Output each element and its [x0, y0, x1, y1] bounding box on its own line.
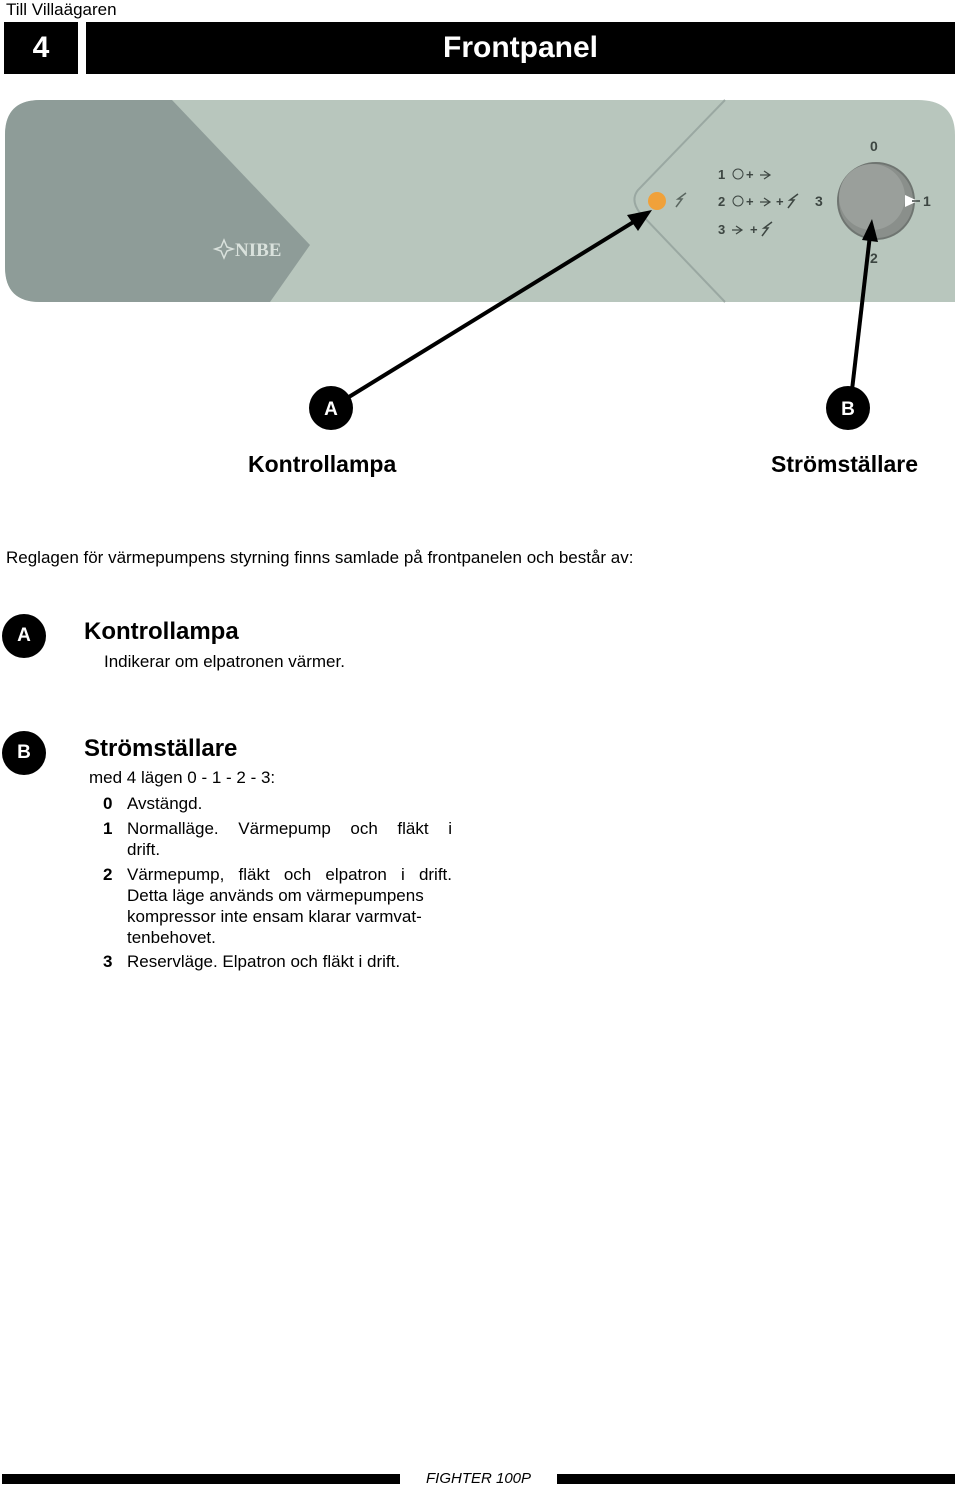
mode-text-line — [127, 864, 452, 885]
word: och — [283, 865, 312, 884]
word: Värmepump — [238, 819, 331, 838]
word: och — [350, 819, 378, 838]
callout-a-letter: A — [324, 399, 338, 420]
mode-text-line: drift. — [127, 840, 161, 859]
word: fläkt — [397, 819, 429, 838]
item-a-heading: Kontrollampa — [84, 618, 239, 645]
mode-text-line: tenbehovet. — [127, 928, 216, 947]
word: i — [448, 819, 452, 838]
svg-text:+: + — [776, 194, 784, 209]
page-title: Frontpanel — [443, 31, 598, 64]
front-panel-illustration — [0, 95, 960, 495]
footer-rule-left — [2, 1474, 400, 1484]
legend-num-2: 2 — [718, 194, 726, 209]
svg-text:+: + — [746, 194, 754, 209]
item-a-badge: A — [2, 614, 46, 658]
word: Värmepump, — [127, 865, 225, 884]
item-a-description: Indikerar om elpatronen värmer. — [104, 652, 345, 671]
mode-number: 2 — [103, 865, 113, 884]
mode-text — [127, 864, 452, 948]
title-bar — [86, 22, 955, 74]
word: fläkt — [238, 865, 270, 884]
footer-rule-right — [557, 1474, 955, 1484]
word: i — [401, 865, 405, 884]
switch-pos-1: 1 — [923, 193, 931, 209]
svg-text:+: + — [750, 222, 758, 237]
legend-num-3: 3 — [718, 222, 726, 237]
mode-text: Reservläge. Elpatron och fläkt i drift. — [127, 952, 401, 971]
mode-text — [127, 818, 452, 860]
svg-text:+: + — [746, 167, 754, 182]
mode-number: 1 — [103, 819, 113, 838]
item-b-description: med 4 lägen 0 - 1 - 2 - 3: — [89, 768, 276, 787]
word: elpatron — [325, 865, 387, 884]
callout-b-label: Strömställare — [771, 451, 919, 477]
callout-b-letter: B — [841, 399, 855, 420]
control-lamp — [648, 192, 666, 210]
mode-text-line: Detta läge används om värmepumpens — [127, 886, 424, 905]
word: Normalläge. — [127, 819, 219, 838]
item-b-badge: B — [2, 731, 46, 775]
switch-pos-2: 2 — [870, 250, 878, 266]
mode-text: Avstängd. — [127, 794, 203, 813]
mode-number: 0 — [103, 794, 113, 813]
chapter-number: 4 — [32, 31, 50, 64]
callout-a-label: Kontrollampa — [248, 451, 397, 477]
legend-num-1: 1 — [718, 167, 726, 182]
word: drift. — [418, 865, 452, 884]
mode-text-line: kompressor inte ensam klarar varmvat- — [127, 907, 422, 926]
chapter-number-box — [4, 22, 78, 74]
mode-text-line — [127, 818, 452, 839]
intro-text: Reglagen för värmepumpens styrning finns samlade på frontpanelen och består av: — [6, 548, 634, 567]
item-b-heading: Strömställare — [84, 735, 238, 762]
nibe-logo-text: NIBE — [235, 240, 282, 261]
footer-product-name: FIGHTER 100P — [425, 1470, 532, 1487]
mode-number: 3 — [103, 952, 113, 971]
switch-pos-3: 3 — [815, 193, 823, 209]
switch-pos-0: 0 — [870, 138, 878, 154]
section-label: Till Villaägaren — [6, 0, 117, 19]
